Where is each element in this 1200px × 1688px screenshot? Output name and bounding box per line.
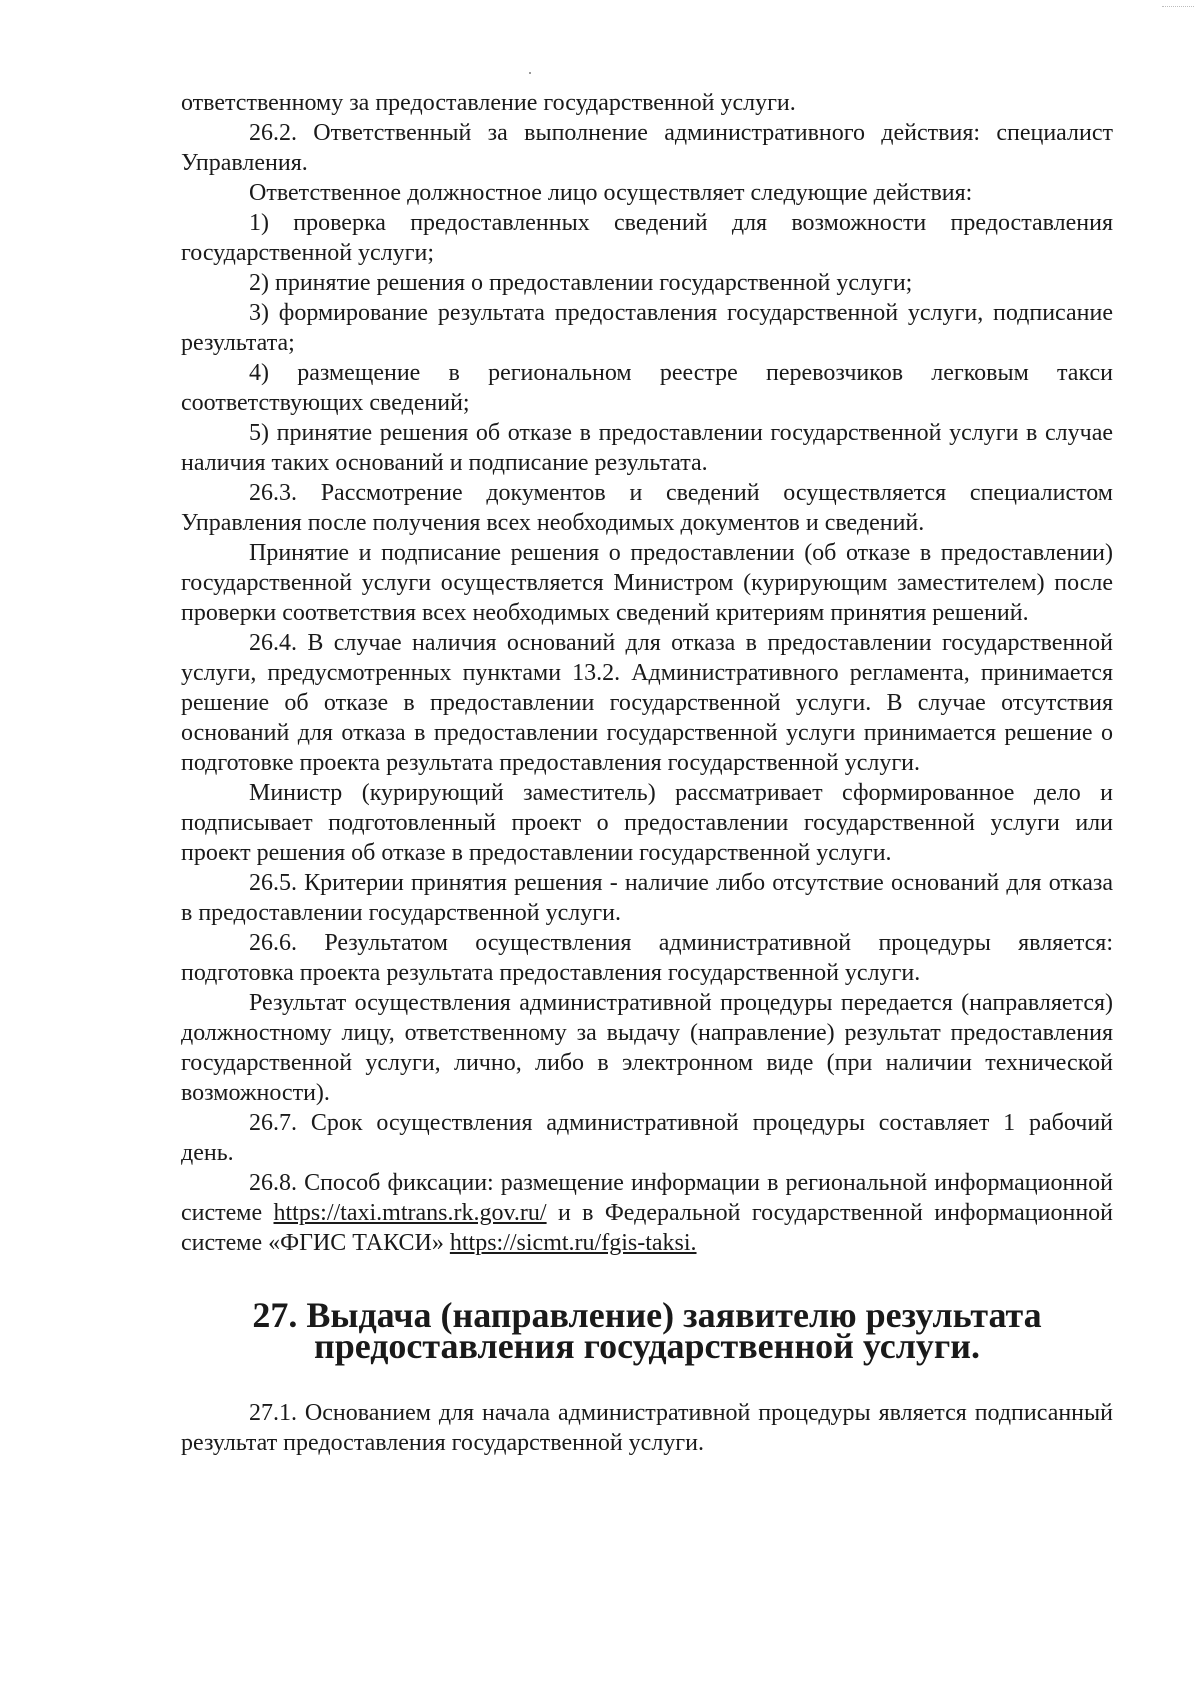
scan-artifact-dot: [529, 72, 531, 74]
section-heading-27: [181, 1295, 1113, 1366]
list-item: 3) формирование результата предоставления государственной услуги, подписание результата;: [181, 300, 1113, 356]
fixation-text-middle: и в Федеральной государственной информационной системе «ФГИС ТАКСИ»: [181, 1200, 1114, 1256]
paragraph: ответственному за предоставление государственной услуги.: [181, 90, 796, 116]
list-item: 5) принятие решения об отказе в предоставлении государственной услуги в случае наличия таких оснований и подписание результата.: [181, 420, 1113, 476]
list-item: 4) размещение в региональном реестре перевозчиков легковым такси соответствующих сведений;: [181, 360, 1113, 416]
list-item: 1) проверка предоставленных сведений для возможности предоставления государственной услуги;: [181, 210, 1113, 266]
scan-artifact-mark: [1162, 6, 1194, 8]
regional-system-link[interactable]: https://taxi.mtrans.rk.gov.ru/: [273, 1200, 547, 1226]
list-item: 2) принятие решения о предоставлении государственной услуги;: [249, 270, 913, 296]
federal-system-link[interactable]: https://sicmt.ru/fgis-taksi.: [449, 1230, 697, 1256]
paragraph-27-1: 27.1. Основанием для начала административной процедуры является подписанный результат предоставления государственной услуги.: [181, 1400, 1113, 1456]
paragraph-26-5: 26.5. Критерии принятия решения - наличие либо отсутствие оснований для отказа в предоставлении государственной услуги.: [181, 870, 1113, 926]
paragraph-26-2: 26.2. Ответственный за выполнение административного действия: специалист Управления.: [181, 120, 1113, 176]
paragraph: Результат осуществления административной процедуры передается (направляется) должностному лицу, ответственному за выдачу (направление) результат предоставления государственной услуги, лично, либо в электронном виде (при наличии технической возможности).: [181, 990, 1113, 1106]
paragraph: Ответственное должностное лицо осуществляет следующие действия:: [249, 180, 973, 206]
fixation-text-before: 26.8. Способ фиксации: размещение информации в региональной информационной системе: [181, 1170, 1113, 1226]
paragraph: Министр (курирующий заместитель) рассматривает сформированное дело и подписывает подготовленный проект о предоставлении государственной услуги или проект решения об отказе в предоставлении государственной услуги.: [181, 780, 1113, 866]
paragraph: Принятие и подписание решения о предоставлении (об отказе в предоставлении) государственной услуги осуществляется Министром (курирующим заместителем) после проверки соответствия всех необходимых сведений критериям принятия решений.: [181, 540, 1113, 626]
paragraph-26-3: 26.3. Рассмотрение документов и сведений осуществляется специалистом Управления после получения всех необходимых документов и сведений.: [181, 480, 1113, 536]
section-heading-text: 27. Выдача (направление) заявителю результата предоставления государственной услуги.: [252, 1295, 1042, 1366]
document-page: [181, 88, 1113, 1458]
paragraph-26-8: [181, 1168, 1113, 1258]
paragraph-26-7: 26.7. Срок осуществления административной процедуры составляет 1 рабочий день.: [181, 1110, 1113, 1166]
paragraph-26-4: 26.4. В случае наличия оснований для отказа в предоставлении государственной услуги, предусмотренных пунктами 13.2. Административного регламента, принимается решение об отказе в предоставлении государственной услуги. В случае отсутствия оснований для отказа в предоставлении государственной услуги принимается решение о подготовке проекта результата предоставления государственной услуги.: [181, 630, 1113, 776]
paragraph-26-6: 26.6. Результатом осуществления административной процедуры является: подготовка проекта результата предоставления государственной услуги.: [181, 930, 1113, 986]
